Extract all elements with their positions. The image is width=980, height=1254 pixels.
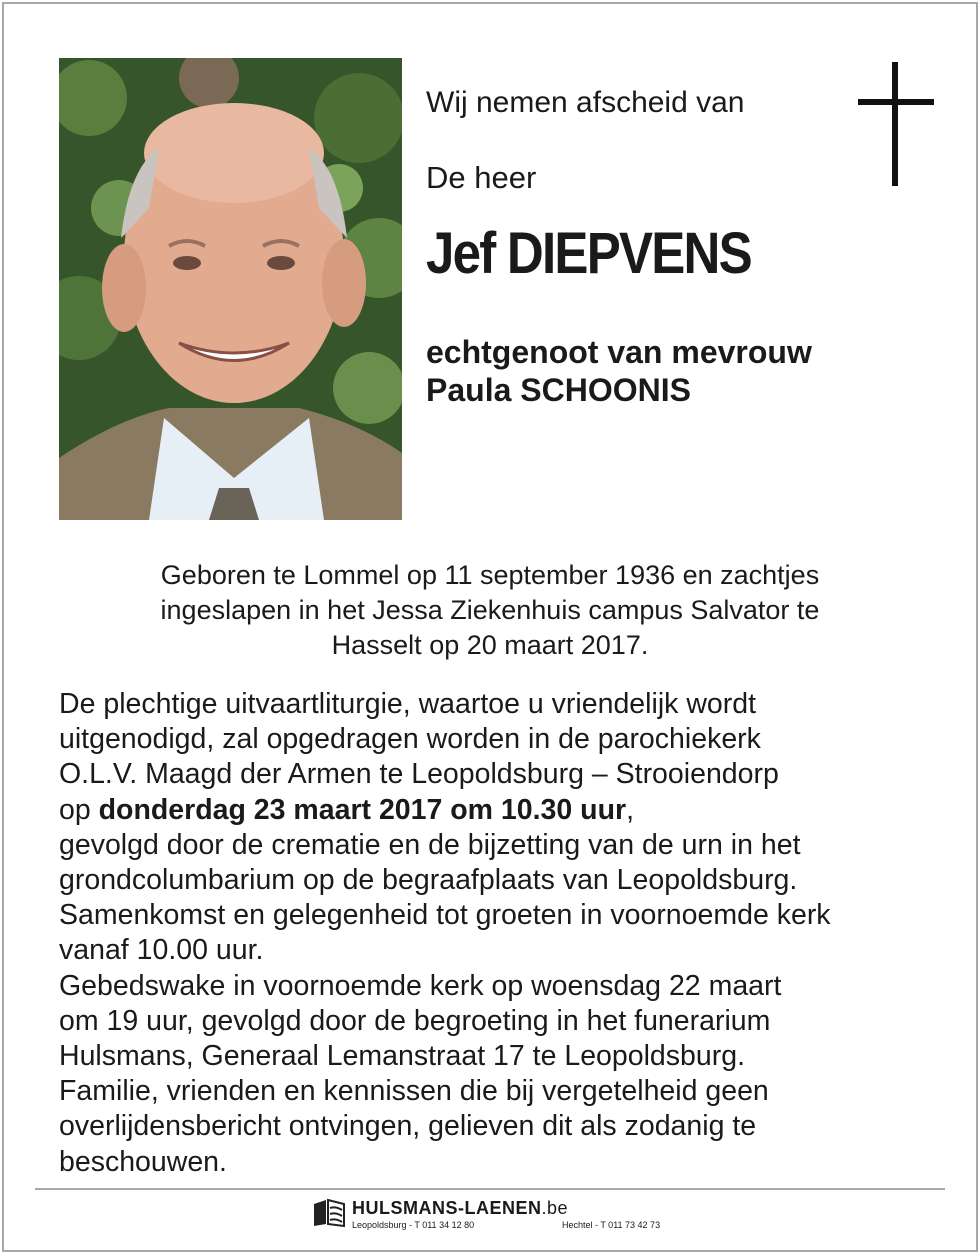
- spouse-block: [426, 333, 812, 409]
- address-hechtel: Hechtel - T 011 73 42 73: [562, 1220, 661, 1230]
- brand-tld: .be: [541, 1198, 569, 1218]
- portrait-photo: [59, 58, 402, 520]
- birth-line: Geboren te Lommel op 11 september 1936 en zachtjes: [160, 560, 820, 590]
- date-prefix: op: [59, 793, 99, 826]
- birth-paragraph: [60, 558, 920, 663]
- birth-line: ingeslapen in het Jessa Ziekenhuis campus Salvator te: [160, 595, 820, 625]
- ceremony-line: om 19 uur, gevolgd door de begroeting in het funerarium: [59, 1004, 771, 1037]
- address-leopoldsburg: Leopoldsburg - T 011 34 12 80: [352, 1220, 475, 1230]
- ceremony-paragraph: [59, 687, 939, 1180]
- funeral-home-logo-icon: [312, 1198, 346, 1228]
- spouse-line-2: Paula SCHOONIS: [426, 372, 691, 408]
- ceremony-line: beschouwen.: [59, 1145, 227, 1178]
- honorific: De heer: [426, 160, 537, 195]
- intro-text: Wij nemen afscheid van: [426, 86, 745, 119]
- ceremony-line: uitgenodigd, zal opgedragen worden in de parochiekerk: [59, 723, 761, 756]
- ceremony-line: Gebedswake in voornoemde kerk op woensdag 22 maart: [59, 969, 782, 1002]
- ceremony-line: vanaf 10.00 uur.: [59, 934, 264, 967]
- cross-icon: [858, 62, 934, 186]
- birth-line: Hasselt op 20 maart 2017.: [331, 630, 649, 660]
- ceremony-line: Hulsmans, Generaal Lemanstraat 17 te Leopoldsburg.: [59, 1040, 745, 1073]
- date-suffix: ,: [626, 793, 635, 826]
- ceremony-date-line: [59, 793, 939, 828]
- ceremony-line: Samenkomst en gelegenheid tot groeten in voornoemde kerk: [59, 899, 831, 932]
- ceremony-line: O.L.V. Maagd der Armen te Leopoldsburg – Strooiendorp: [59, 758, 779, 791]
- deceased-name: Jef DIEPVENS: [426, 221, 751, 286]
- ceremony-date: donderdag 23 maart 2017 om 10.30 uur: [98, 793, 627, 826]
- brand-name: HULSMANS-LAENEN: [352, 1198, 542, 1218]
- ceremony-line: gevolgd door de crematie en de bijzetting van de urn in het: [59, 828, 801, 861]
- ceremony-line: grondcolumbarium op de begraafplaats van Leopoldsburg.: [59, 864, 798, 897]
- ceremony-line: Familie, vrienden en kennissen die bij vergetelheid geen: [59, 1075, 769, 1108]
- ceremony-line: overlijdensbericht ontvingen, gelieven dit als zodanig te: [59, 1110, 757, 1143]
- ceremony-line: De plechtige uitvaartliturgie, waartoe u vriendelijk wordt: [59, 688, 757, 720]
- funeral-home-brand: [352, 1198, 568, 1219]
- funeral-home-footer: [312, 1196, 712, 1236]
- spouse-line-1: echtgenoot van mevrouw: [426, 334, 812, 370]
- footer-divider: [35, 1188, 945, 1190]
